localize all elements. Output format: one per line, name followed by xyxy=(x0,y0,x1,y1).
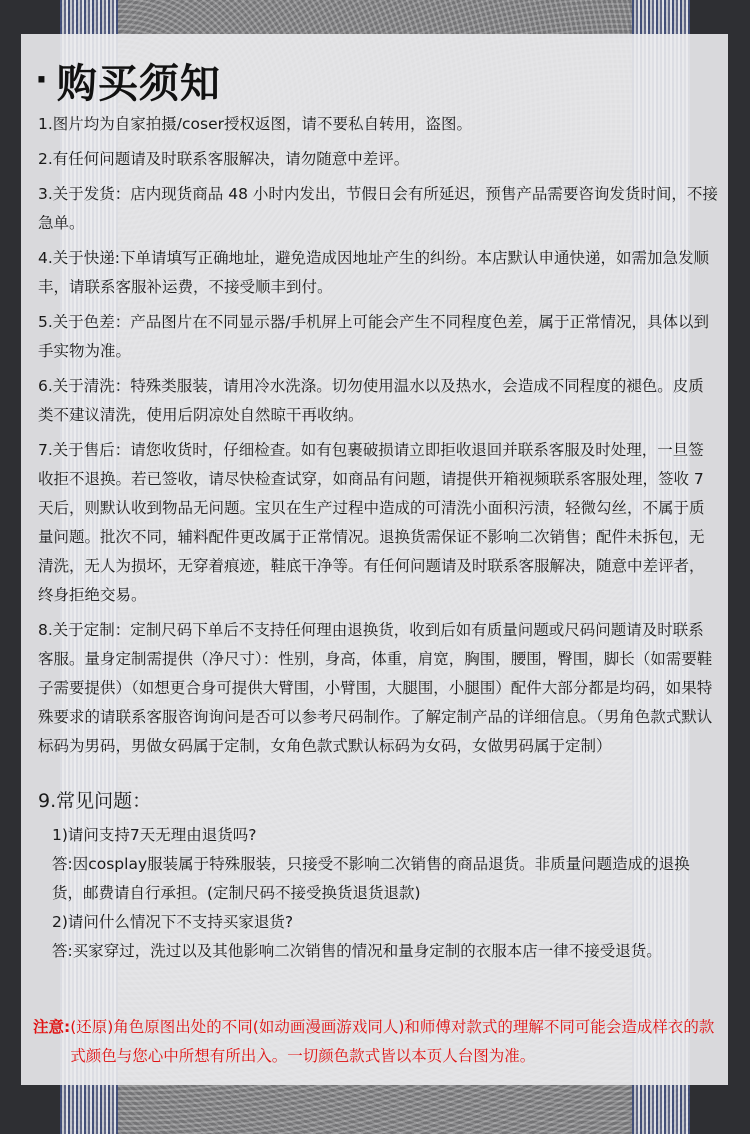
policy-item: 4.关于快递:下单请填写正确地址，避免造成因地址产生的纠纷。本店默认申通快递，如需加急发顺丰，请联系客服补运费，不接受顺丰到付。 xyxy=(38,249,710,296)
title-bullet: · xyxy=(35,60,49,100)
policy-item: 5.关于色差：产品图片在不同显示器/手机屏上可能会产生不同程度色差，属于正常情况，具体以到手实物为准。 xyxy=(38,313,710,360)
faq-question: 1)请问支持7天无理由退货吗? xyxy=(52,826,257,844)
policy-item: 7.关于售后：请您收货时，仔细检查。如有包裹破损请立即拒收退回并联系客服及时处理，一旦签收拒不退换。若已签收，请尽快检查试穿，如商品有问题，请提供开箱视频联系客服处理，签收 7 天后，则默认收到物品无问题。宝贝在生产过程中造成的可清洗小面积污渍，轻微勾丝，不属于质量问题。批次不同，辅料配件更改属于正常情况。退换货需保证不影响二次销售；配件未拆包，无清洗，无人为损坏，无穿着痕迹，鞋底干净等。有任何问题请及时联系客服解决，随意中差评者，终身拒绝交易。 xyxy=(38,441,705,604)
policy-item: 2.有任何问题请及时联系客服解决，请勿随意中差评。 xyxy=(38,150,410,168)
faq-question: 2)请问什么情况下不支持买家退货? xyxy=(52,913,294,931)
faq-answer: 答:买家穿过，洗过以及其他影响二次销售的情况和量身定制的衣服本店一律不接受退货。 xyxy=(52,942,662,960)
policy-item: 6.关于清洗：特殊类服装，请用冷水洗涤。切勿使用温水以及热水，会造成不同程度的褪色。皮质类不建议清洗，使用后阴凉处自然晾干再收纳。 xyxy=(38,377,704,424)
faq-list xyxy=(38,821,718,966)
title-text: 购买须知 xyxy=(56,60,221,107)
notice-label: 注意: xyxy=(33,1018,71,1036)
page-title xyxy=(35,52,221,108)
policy-item: 8.关于定制：定制尺码下单后不支持任何理由退换货，收到后如有质量问题或尺码问题请及时联系客服。量身定制需提供（净尺寸）：性别，身高，体重，肩宽，胸围，腰围，臀围，脚长（如需要鞋子需要提供）（如想更合身可提供大臂围，小臂围，大腿围，小腿围）配件大部分都是均码，如果特殊要求的请联系客服咨询询问是否可以参考尺码制作。了解定制产品的详细信息。（男角色款式默认标码为男码，男做女码属于定制，女角色款式默认标码为女码，女做男码属于定制） xyxy=(38,621,713,755)
policy-list xyxy=(38,110,718,966)
policy-item: 1.图片均为自家拍摄/coser授权返图，请不要私自转用，盗图。 xyxy=(38,115,473,133)
policy-item: 3.关于发货：店内现货商品 48 小时内发出，节假日会有所延迟，预售产品需要咨询发货时间，不接急单。 xyxy=(38,185,718,232)
warning-notice xyxy=(33,1013,723,1071)
faq-heading: 9.常见问题： xyxy=(38,790,152,812)
faq-answer: 答:因cosplay服装属于特殊服装，只接受不影响二次销售的商品退货。非质量问题造成的退换货，邮费请自行承担。(定制尺码不接受换货退货退款) xyxy=(52,855,690,902)
notice-card xyxy=(21,34,728,1085)
notice-text: (还原)角色原图出处的不同(如动画漫画游戏同人)和师傅对款式的理解不同可能会造成样衣的款式颜色与您心中所想有所出入。一切颜色款式皆以本页人台图为准。 xyxy=(70,1018,715,1065)
